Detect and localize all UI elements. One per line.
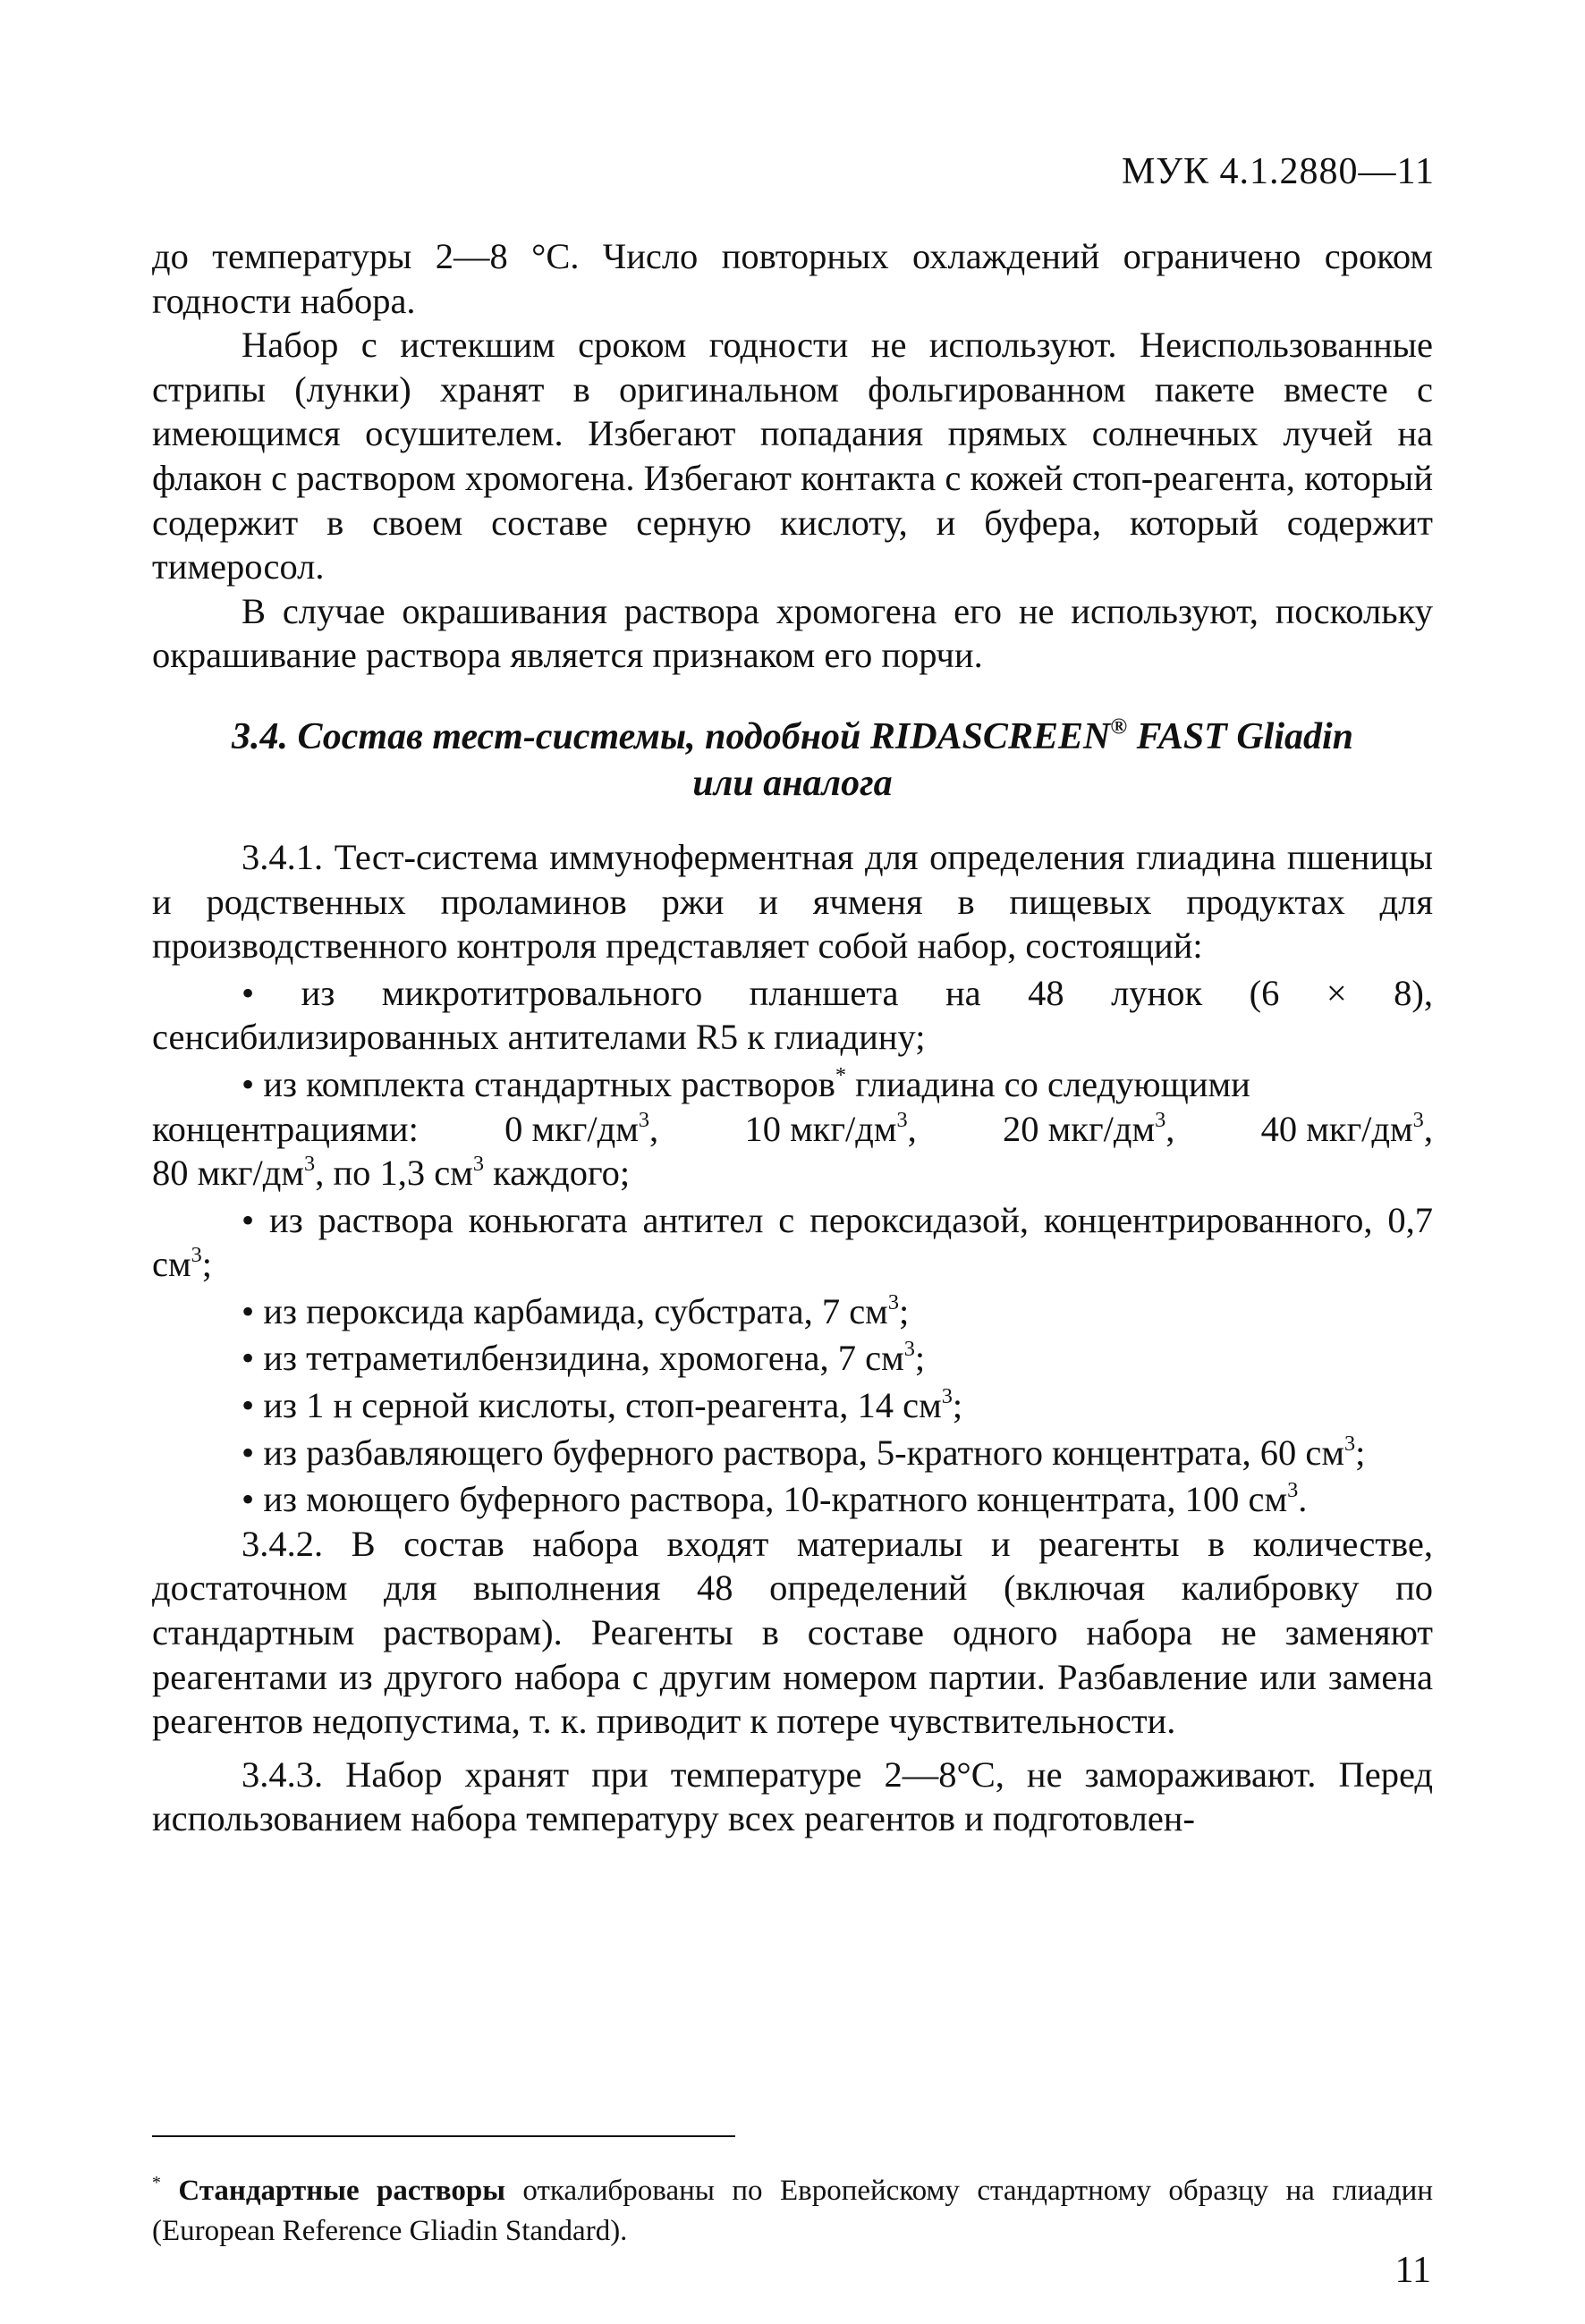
list-item-plate: • из микротитровального планшета на 48 лунок (6 × 8), сенсибилизированных антителами R5 к глиадину;: [152, 971, 1433, 1060]
footnote: [152, 2171, 1433, 2252]
section-heading-line2: или аналога: [692, 762, 893, 804]
document-code: МУК 4.1.2880—11: [1121, 151, 1435, 192]
concentration-value: 0 мкг/$дм^3$,: [504, 1107, 659, 1149]
footnote-divider: [152, 2135, 735, 2137]
list-item-stop-reagent: • из 1 н серной кислоты, стоп-реагента, 14 $см^3$;: [152, 1383, 1433, 1428]
section-heading-line1: 3.4. Состав тест-системы, подобной RIDASCREEN® FAST Gliadin: [231, 714, 1354, 757]
page-number: 11: [1394, 2250, 1431, 2291]
paragraph-3-4-1: 3.4.1. Тест-система иммуноферментная для определения глиадина пшеницы и родственных проламинов ржи и ячменя в пищевых продуктах для производственного контроля представляет собой набор, состоящий:: [152, 836, 1433, 967]
concentration-value: 40 мкг/$дм^3$,: [1260, 1107, 1433, 1149]
list-item-substrate: • из пероксида карбамида, субстрата, 7 $см^3$;: [152, 1289, 1433, 1334]
paragraph-expired-kit: Набор с истекшим сроком годности не используют. Неиспользованные стрипы (лунки) хранят в оригинальном фольгированном пакете вместе с имеющимся осушителем. Избегают попадания прямых солнечных лучей на флакон с раствором хромогена. Избегают контакта с кожей стоп-реагента, который содержит в своем составе серную кислоту, и буфера, который содержит тимеросол.: [152, 325, 1433, 587]
document-body: [152, 234, 1433, 1841]
paragraph-3-4-2: 3.4.2. В состав набора входят материалы и реагенты в количестве, достаточном для выполнения 48 определений (включая калибровку по стандартным растворам). Реагенты в составе одного набора не заменяют реагентами из другого набора с другим номером партии. Разбавление или замена реагентов недопустима, т. к. приводит к потере чувствительности.: [152, 1523, 1433, 1742]
paragraph-3-4-3: 3.4.3. Набор хранят при температуре 2—8°С, не замораживают. Перед использованием набора температуру всех реагентов и подготовлен-: [152, 1754, 1433, 1839]
concentration-value: 10 мкг/$дм^3$,: [744, 1107, 917, 1149]
list-item-wash-buffer: • из моющего буферного раствора, 10-кратного концентрата, 100 $см^3$.: [152, 1477, 1433, 1522]
list-item-standards: • из комплекта стандартных растворов* глиадина со следующими: [152, 1062, 1433, 1107]
list-item-conjugate: • из раствора коньюгата антител с пероксидазой, концентрированного, 0,7 $см^3$;: [152, 1198, 1433, 1287]
section-heading: [152, 714, 1433, 807]
concentrations-row: концентрациями: 0 мкг/$дм^3$, 10 мкг/$дм^3$, 20 мкг/$дм^3$, 40 мкг/$дм^3$,: [152, 1107, 1433, 1152]
concentration-value: 20 мкг/$дм^3$,: [1003, 1107, 1175, 1149]
list-item-dilution-buffer: • из разбавляющего буферного раствора, 5-кратного концентрата, 60 $см^3$;: [152, 1431, 1433, 1475]
list-item-chromogen: • из тетраметилбензидина, хромогена, 7 $см^3$;: [152, 1336, 1433, 1381]
footnote-mark: *: [152, 2173, 161, 2193]
paragraph-chromogen: В случае окрашивания раствора хромогена его не используют, поскольку окрашивание раствора является признаком его порчи.: [152, 590, 1433, 676]
paragraph-continuation: до температуры 2—8 °С. Число повторных охлаждений ограничено сроком годности набора.: [152, 236, 1433, 321]
footnote-text: откалиброваны по Европейскому стандартному образцу на глиадин (European Reference Gliadin Standard).: [152, 2175, 1433, 2247]
concentrations-tail: 80 мкг/$дм^3$, по 1,3 $см^3$ каждого;: [152, 1152, 631, 1194]
footnote-bold: Стандартные растворы: [178, 2175, 505, 2207]
